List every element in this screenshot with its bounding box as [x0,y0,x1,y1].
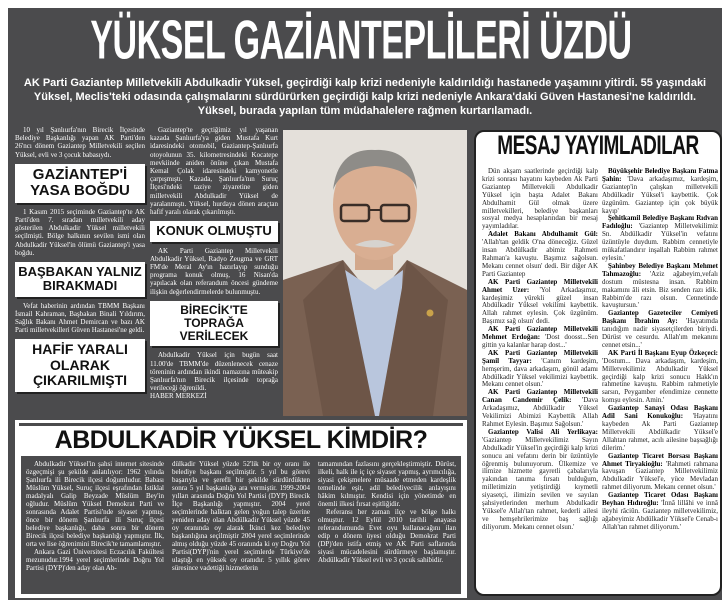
biography-section [15,420,467,598]
paragraph: tamamından fazlasını gerçekleştirmiştir. Dürüst, ilkeli, halk ile iç içe siyaset yapmış, ayrımcılığa, siyasi çekişmelere müsaade etmeden kardeşlik temelinde eşit, adil belediyecilik anlayışını hâkim kılmıştır. Kendisi için yönetimde en önemli ilkesi fırsat eşitliğidir. [318,460,456,508]
subheading-konuk: KONUK OLMUŞTU [150,221,278,241]
main-headline: YÜKSEL GAZİANTEPLİLERİ ÜZDÜ [90,10,632,72]
deck-summary: AK Parti Gaziantep Milletvekili Abdulkadir Yüksel, geçirdiği kalp krizi nedeniyle kaldırıldığı hastanede yaşamını yitirdi. 55 yaşındaki Yüksel, Meclis'teki odasında çalışmalarını sürdürürken geçirdiği kalp krizi nedeniyle Ankara'daki Güven Hastanesi'ne kaldırıldı. Yüksel, burada yapılan tüm müdahalelere rağmen kurtarılamadı. [23,77,707,117]
message-item: AK Parti Gaziantep Milletvekili Şamil Tayyar: 'Canım kardeşim, hemşerim, dava arkadaşım, gönül adamı Abdülkadir Yüksel vekilimizi kaybettik. Mekanı cennet olsun.' [482,348,599,389]
subheading-hafif-yarali: HAFİF YARALI OLARAK ÇIKARILMIŞTI [15,339,145,391]
paragraph: AK Parti Gaziantep Milletvekili Abdulkadir Yüksel, Radyo Zeugma ve GRT FM'de Meral Ay'ın hazırlayıp sunduğu programa konuk olmuş, 16 Nisan'da yapılacak olan referandum öncesi gündeme ilişkin değerlendirmelerde bulunmuştu. [150,246,278,296]
bio-column-1 [26,460,164,572]
biography-title: ABDULKADİR YÜKSEL KİMDİR? [19,423,463,454]
message-item: Büyükşehir Belediye Başkanı Fatma Şahin: 'Dava arkadaşımız, kardeşim, Gaziantep'in çalışkan milletvekili Abdülkadir Yüksel'i kaybettik. Çok üzgünüm. Gaziantep için çok büyük kayıp' [602,167,718,215]
message-item: AK Parti Gaziantep Milletvekili Ahmet Uzer: 'Yol Arkadaşımız, kardeşimiz yürekli güzel insan Abdülkadir Yüksel vekilimi kaybettik. Allah rahmet eylesin. Çok üzgünüm. Başımız sağ olsun' dedi. [482,277,598,326]
column-2 [150,126,278,401]
message-item: Şehitkamil Belediye Başkanı Rıdvan Fadıloğlu: 'Gaziantep Milletvekilimiz Sn. Abdülkadir Yüksel'in vefatını üzüntüyle duydum. Rabbim cennetiyle mükafatlandırır inşallah Rabbim rahmet eylesin.' [602,214,719,262]
message-item: Gaziantep Ticaret Borsası Başkanı Ahmet Tiryakioğlu: 'Rahmeti rahmana kavuşan Gaziantep Milletvekilimiz Abdulkadir Yüksel'e, yüce Mevladan rahmet diliyorum. Mekanı cennet olsun.' [602,451,718,492]
paragraph: Referansı her zaman ilçe ve bölge halkı olmuştur. 12 Eylül 2010 tarihli anayasa referandumunda Evet oyu kullanacağını ilan edip o dönem üyesi olduğu Demokrat Parti (DP)'den istifa etmiş ve AK Parti saflarında siyasi mücadelesini sürdürmeye başlamıştır. Abdülkadir Yüksel evli ve 3 çocuk sahibidir. [318,508,456,564]
message-item: Şahinbey Belediye Başkanı Mehmet Tahmazoğlu: 'Aziz ağabeyim,vefalı dostum müstesna insan. Rabbim makamını âli etsin. Biz senden razı idik. Rabbim'de razı olsun. Cennetinde kavuştursun.' [602,261,718,310]
paragraph: Gaziantep'te geçtiğimiz yıl yaşanan kazada Şanlıurfa'ya giden Mustafa Kurt idaresindeki otomobil, Gaziantep-Şanlıurfa otoyolunun 35. kilometresindeki Kocatepe mevkiinde aniden önüne çıkan Mustafa Kemal Çolak idaresindeki kamyonetle çarpışmıştı. Kazada, Şanlıurfa'nın Suruç İlçesi'ndeki taziye ziyaretine giden milletvekili Abdulkadir Yüksel de yaralanmıştı. Yüksel, hurdaya dönen araçtan hafif yaralı olarak çıkarılmıştı. [150,126,278,217]
paragraph: Ankara Gazi Üniversitesi Eczacılık Fakültesi mezunudur.1994 yerel seçimlerinde Doğru Yol Partisi (DYP)'den aday olan Ab- [26,548,164,572]
bio-column-2 [172,460,310,572]
messages-intro: Dün akşam saatlerinde geçirdiği kalp krizi sonrası hayatını kaybeden Ak Parti Gaziantep Milletvekili Abdulkadir Yüksel için başta Adalet Bakanı Abdulhamit Gül olmak üzere milletvekilleri, belediye başkanları sosyal medya hesaplarından bir mesaj yayımladılar. [482,167,598,231]
message-item: Gaziantep Sanayi Odası Başkanı Adil Sani Konukoğlu: 'Hayatını kaybeden Ak Parti Gaziantep Milletvekili Abdülkadir Yüksel'e Allahtan rahmet, acılı ailesine başsağlığı dilerim.' [602,404,718,452]
byline: HABER MERKEZİ [150,392,207,401]
paragraph: Abdulkadir Yüksel'in şahsi internet sitesinde özgeçmişi şu şekilde anlatılıyor: 1962 yılında Şanlıurfa ili Birecik ilçesi doğumludur. Babası Müslüm Yüksel, Suruç ilçesi eşrafından İstiklal madalyalı Galip Beyzade Müslüm Bey'in oğludur. Müslüm Yüksel Demokrat Parti ve sonrasında Adalet Partisi'nde siyaset yapmış, önce bir dönem Şanlıurfa ili Suruç ilçesi belediye başkanlığı, daha sonra bir dönem Birecik ilçesi belediye başkanlığı yapmıştır. İlk, orta ve lise öğrenimini Birecik'te tamamlamıştır. [26,460,164,548]
subheading-basbakan: BAŞBAKAN YALNIZ BIRAKMADI [15,262,145,297]
message-item: Gaziantep Ticaret Odası Başkanı Beyhan Hıdıroğlu: 'İnnâ lillâhi ve innâ ileyhi râciûn. Gaziantep milletvekilimiz, ağabeyimiz Abdülkadir Yüksel'e Cenab-ı Allah'tan rahmet diliyorum.' [602,491,718,531]
portrait-photo [283,130,467,416]
paragraph: dülkadir Yüksel yüzde 52'lik bir oy oranı ile belediye başkanı seçilmiştir. 5 yıl bu görevi başarıyla ve şerefli bir şekilde sürdürdükten sonra 5 yıl başkanlığa ara vermiştir. 1999-2004 yılları arasında Doğru Yol Partisi (DYP) Birecik İlçe Başkanlığı yapmıştır. 2004 yerel seçimlerinde halktan gelen yoğun talep üzerine yeniden aday olan Abdülkadir Yüksel yüzde 45 oy oranında oy alarak İkinci kez belediye başkanlığına seçilmiştir 2004 yerel seçimlerinde almış olduğu yüzde 45 oranında ki oy Doğru Yol Partisi(DYP)'nin yerel seçimlerde Türkiye'de ulaştığı en yüksek oy oranıdır. 5 yıllık görev süresince vadettiği hizmetlerin [172,460,310,572]
intro-paragraph: 10 yıl Şanlıurfa'nın Birecik İlçesinde Belediye Başkanlığı yapan AK Parti'den 26'ncı dönem Gaziantep Milletvekili seçilen Yüksel, evli ve 3 çocuk babasıydı. [15,126,145,159]
subheading-birecik: BİRECİK'TE TOPRAĞA VERİLECEK [150,301,278,347]
messages-column-right [602,168,718,532]
column-1 [15,126,145,397]
message-item: Adalet Bakanı Abdulhamit Gül: 'Allah'tan geldik O'na döneceğiz. Güzel insan Abdülkadir abimiz Rahmeti Rahman'a kavuştu. Başımız sağolsun. Mekanı cennet olsun' dedi. Bir diğer AK Parti Gaziantep [482,230,598,278]
messages-panel [474,130,722,596]
messages-column-left [482,168,598,532]
bio-column-3 [318,460,456,564]
message-item: Gaziantep Gazeteciler Cemiyeti Başkanı İbrahim Ay: 'Hayatımda tanıdığım nadir siyasetçilerden biriydi. Dürüst ve cesurdu. Allah'ım mekanını cennet etsin...' [602,309,719,349]
paragraph: Abdulkadir Yüksel için bugün saat 11.00'de TBMM'de düzenlenecek cenaze töreninin ardından ikindi namazına müteakip Şanlıurfa'nın Birecik ilçesinde toprağa verileceği öğrenildi. [150,351,278,393]
message-item: AK Parti Gaziantep Milletvekili Canan Candemir Çelik: 'Dava Arkadaşımız, Abdülkadir Yüksel Vekilimizi Abimizi Kaybettik Allah Rahmet Eylesin. Başımız Sağolsun.' [482,388,598,428]
message-item: Gaziantep Valisi Ali Yerlikaya: 'Gaziantep Milletvekilimiz Sayın Abdulkadir Yüksel'in geçirdiği kalp krizi sonucu ani vefatını derin bir üzüntüyle öğrenmiş bulunuyorum. Ülkemize ve ilimize hizmette gayretli çabalarıyla yakından tanıma fırsatı bulduğum, milletimizin yetiştirdiği kıymetli siyasetçi, ilimizin sevilen ve sayılan şahsiyetlerinden merhum Abdulkadir Yüksel'e Allah'tan rahmet, kederli ailesi ve hemşehrilerimize baş sağlığı diliyorum. Mekanı cennet olsun.' [482,427,598,531]
message-item: AK Parti İl Başkanı Eyup Özkeçeci: 'Dostum... Dava arkadaşım, kardeşim, Milletvekilimiz Abdulkadir Yüksel geçirdiği kalp krizi sonucu Hakk'ın rahmetine kavuştu. Rabbim rahmetiyle sarsın, Peygamber efendimize cennette komşu eylesin. Amin.' [602,348,718,405]
messages-title: MESAJ YAYIMLADILAR [497,131,699,161]
paragraph: Vefat haberinin ardından TBMM Başkanı İsmail Kahraman, Başbakan Binali Yıldırım, Sağlık Bakanı Ahmet Demircan ve bazı AK Parti milletvekilleri Güven Hastanesi'ne geldi. [15,301,145,335]
paragraph: 1 Kasım 2015 seçiminde Gaziantep'te AK Parti'den 7. sıradan milletvekili aday gösterilen Abdulkadir Yüksel milletvekili seçilmişti. Bölge halkının sevilen ismi olan Abdulkadir Yüksel'in ölümü Gaziantep'i yasa boğdu. [15,207,145,257]
subheading-gaziantep: GAZİANTEP'İ YASA BOĞDU [15,164,145,203]
message-item: AK Parti Gaziantep Milletvekili Mehmet Erdoğan: 'Dost doosst...Sen gittin ya kalanlar harap dost...' [482,325,598,349]
biography-body [21,456,461,594]
